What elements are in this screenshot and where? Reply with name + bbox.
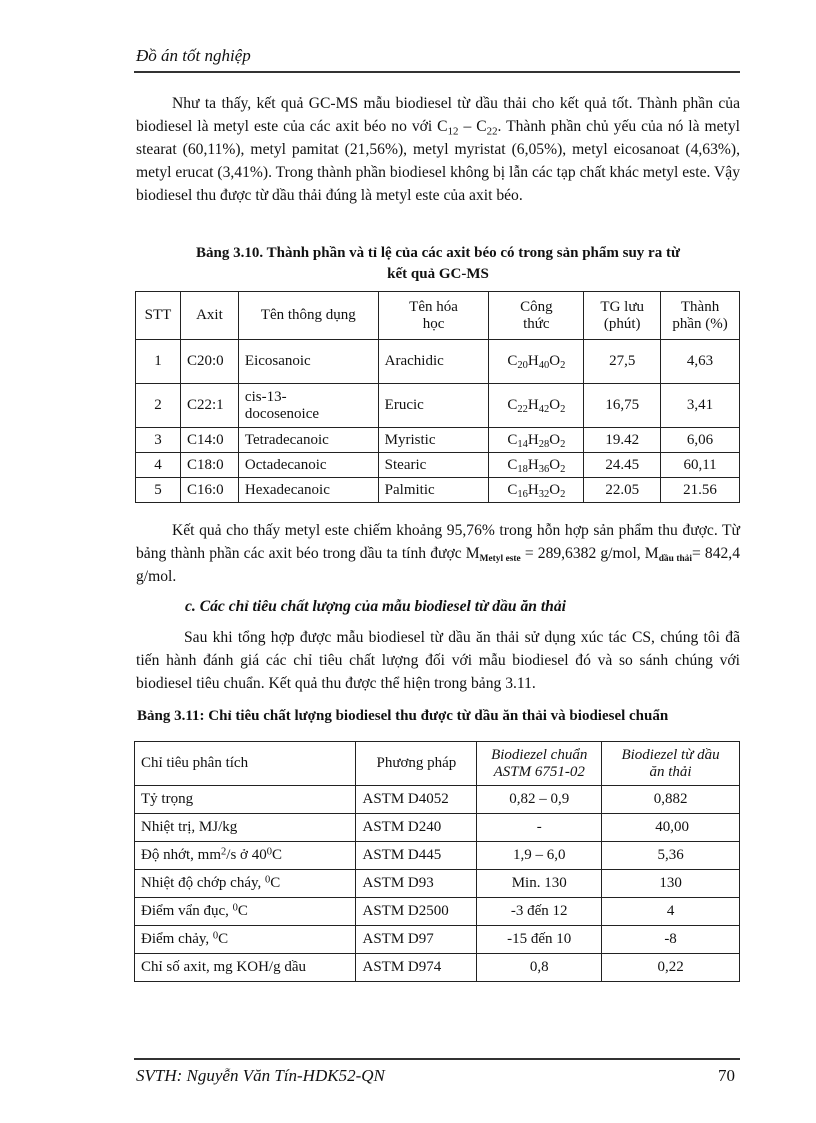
table1-caption: Bảng 3.10. Thành phần và tỉ lệ của các axit béo có trong sản phẩm suy ra từ kết quả GC-MS (196, 245, 680, 282)
table-header-row: Chỉ tiêu phân tích Phương pháp Biodiezel chuẩn ASTM 6751-02 Biodiezel từ dầu ăn thải (135, 742, 740, 786)
table-row: 5 C16:0 Hexadecanoic Palmitic $C_{16}H_{32}O_2$ 22.05 21.56 (136, 478, 740, 503)
table-row: Nhiệt độ chớp cháy, $^0$C ASTM D93 Min. 130 130 (135, 870, 740, 898)
paragraph-gcms-result: Như ta thấy, kết quả GC-MS mẫu biodiesel từ dầu thải cho kết quả tốt. Thành phần của biodiesel là metyl este của các axit béo no với $C_{12} - C_{22}$. Thành phần chủ yếu của nó là metyl stearat (60,11%), metyl pamitat (21,56%), metyl myristat (6,05%), metyl eicosanoat (4,63%), metyl erucat (3,41%). Trong thành phần biodiesel không bị lẫn các tạp chất khác metyl este. Vậy biodiesel thu được từ dầu thải đúng là metyl este của axit béo. (136, 95, 741, 204)
paragraph-quality: Sau khi tổng hợp được mẫu biodiesel từ dầu ăn thải sử dụng xúc tác CS, chúng tôi đã tiến hành đánh giá các chỉ tiêu chất lượng đối với mẫu biodiesel đó và so sánh chúng với biodiesel tiêu chuẩn. Kết quả thu được thể hiện trong bảng 3.11. (136, 629, 740, 692)
fatty-acid-table (135, 291, 740, 503)
table-row: Nhiệt trị, MJ/kg ASTM D240 - 40,00 (135, 814, 740, 842)
footer-author: SVTH: Nguyễn Văn Tín-HDK52-QN (136, 1066, 385, 1085)
page-header: Đồ án tốt nghiệp (136, 46, 251, 65)
table-row: Chỉ số axit, mg KOH/g dầu ASTM D974 0,8 0,22 (135, 954, 740, 982)
table-row: 4 C18:0 Octadecanoic Stearic $C_{18}H_{36}O_2$ 24.45 60,11 (136, 453, 740, 478)
paragraph-methyl-ester: Kết quả cho thấy metyl este chiếm khoảng 95,76% trong hỗn hợp sản phẩm thu được. Từ bảng thành phần các axit béo trong dầu ta tính được $M_{Metyl este} = 289,6382$ g/mol, $M_{dầu thải}= 842,4$ g/mol. (136, 522, 740, 585)
page-number: 70 (718, 1066, 735, 1085)
formula: $C_{18}H_{36}O_2$ (489, 453, 584, 478)
table-row: Độ nhớt, $mm^2/s$ ở $40^0C$ ASTM D445 1,9 – 6,0 5,36 (135, 842, 740, 870)
table-row: 3 C14:0 Tetradecanoic Myristic $C_{14}H_{28}O_2$ 19.42 6,06 (136, 428, 740, 453)
table-row: 1 C20:0 Eicosanoic Arachidic $C_{20}H_{40}O_2$ 27,5 4,63 (136, 340, 740, 384)
table2-caption: Bảng 3.11: Chỉ tiêu chất lượng biodiesel thu được từ dầu ăn thải và biodiesel chuẩn (137, 708, 669, 724)
formula: $C_{14}H_{28}O_2$ (489, 428, 584, 453)
formula: $C_{22}H_{42}O_2$ (489, 384, 584, 428)
table-header-row: STT Axit Tên thông dụng Tên hóa học Công thức TG lưu (phút) Thành phần (%) (136, 292, 740, 340)
table-row: Điểm chảy, $^0$C ASTM D97 -15 đến 10 -8 (135, 926, 740, 954)
footer-rule (134, 1058, 740, 1060)
table-row: 2 C22:1 cis-13- docosenoice Erucic $C_{22}H_{42}O_2$ 16,75 3,41 (136, 384, 740, 428)
quality-table (134, 741, 740, 982)
table-row: Tỷ trọng ASTM D4052 0,82 – 0,9 0,882 (135, 786, 740, 814)
header-rule (134, 71, 740, 73)
section-c-heading: c. Các chỉ tiêu chất lượng của mẫu biodiesel từ dầu ăn thải (185, 598, 566, 615)
table-row: Điểm vẩn đục, $^0$C ASTM D2500 -3 đến 12 4 (135, 898, 740, 926)
formula: $C_{16}H_{32}O_2$ (489, 478, 584, 503)
formula: $C_{20}H_{40}O_2$ (489, 340, 584, 384)
